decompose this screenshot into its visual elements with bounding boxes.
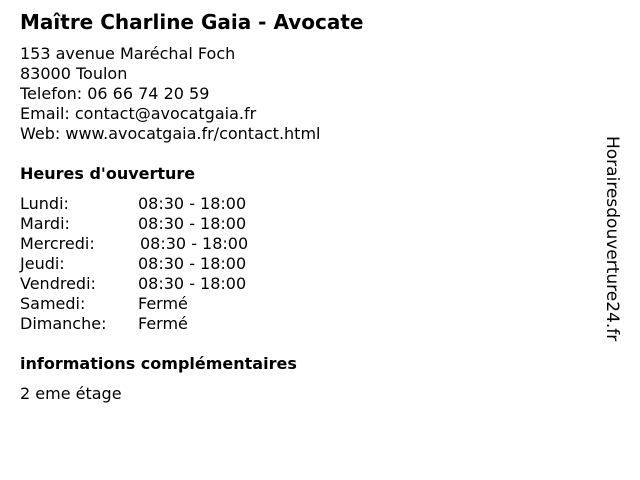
hours-row-friday — [20, 274, 280, 294]
day-label: Mercredi: — [20, 234, 95, 253]
time-value: 08:30 - 18:00 — [140, 234, 249, 253]
day-label: Vendredi: — [20, 274, 96, 293]
day-label: Mardi: — [20, 214, 70, 233]
time-value: Fermé — [138, 314, 188, 333]
postal-city: 83000 Toulon — [20, 64, 128, 83]
time-value: 08:30 - 18:00 — [138, 274, 247, 293]
day-label: Jeudi: — [20, 254, 65, 273]
page-title: Maître Charline Gaia - Avocate — [20, 10, 364, 34]
additional-info-heading: informations complémentaires — [20, 354, 297, 373]
day-label: Dimanche: — [20, 314, 107, 333]
hours-row-sunday — [20, 314, 280, 334]
opening-hours-heading: Heures d'ouverture — [20, 164, 196, 183]
time-value: 08:30 - 18:00 — [138, 194, 247, 213]
additional-info-text: 2 eme étage — [20, 384, 122, 403]
time-value: Fermé — [138, 294, 188, 313]
address-block — [20, 44, 320, 144]
time-value: 08:30 - 18:00 — [138, 254, 247, 273]
day-label: Lundi: — [20, 194, 69, 213]
email-address: Email: contact@avocatgaia.fr — [20, 104, 257, 123]
phone-number: Telefon: 06 66 74 20 59 — [20, 84, 210, 103]
hours-row-thursday — [20, 254, 280, 274]
hours-row-tuesday — [20, 214, 280, 234]
site-watermark: Horairesdouverture24.fr — [602, 136, 622, 342]
opening-hours-table — [20, 194, 280, 334]
day-label: Samedi: — [20, 294, 86, 313]
hours-row-wednesday — [20, 234, 280, 254]
time-value: 08:30 - 18:00 — [138, 214, 247, 233]
street-address: 153 avenue Maréchal Foch — [20, 44, 236, 63]
hours-row-saturday — [20, 294, 280, 314]
hours-row-monday — [20, 194, 280, 214]
website-address: Web: www.avocatgaia.fr/contact.html — [20, 124, 321, 143]
